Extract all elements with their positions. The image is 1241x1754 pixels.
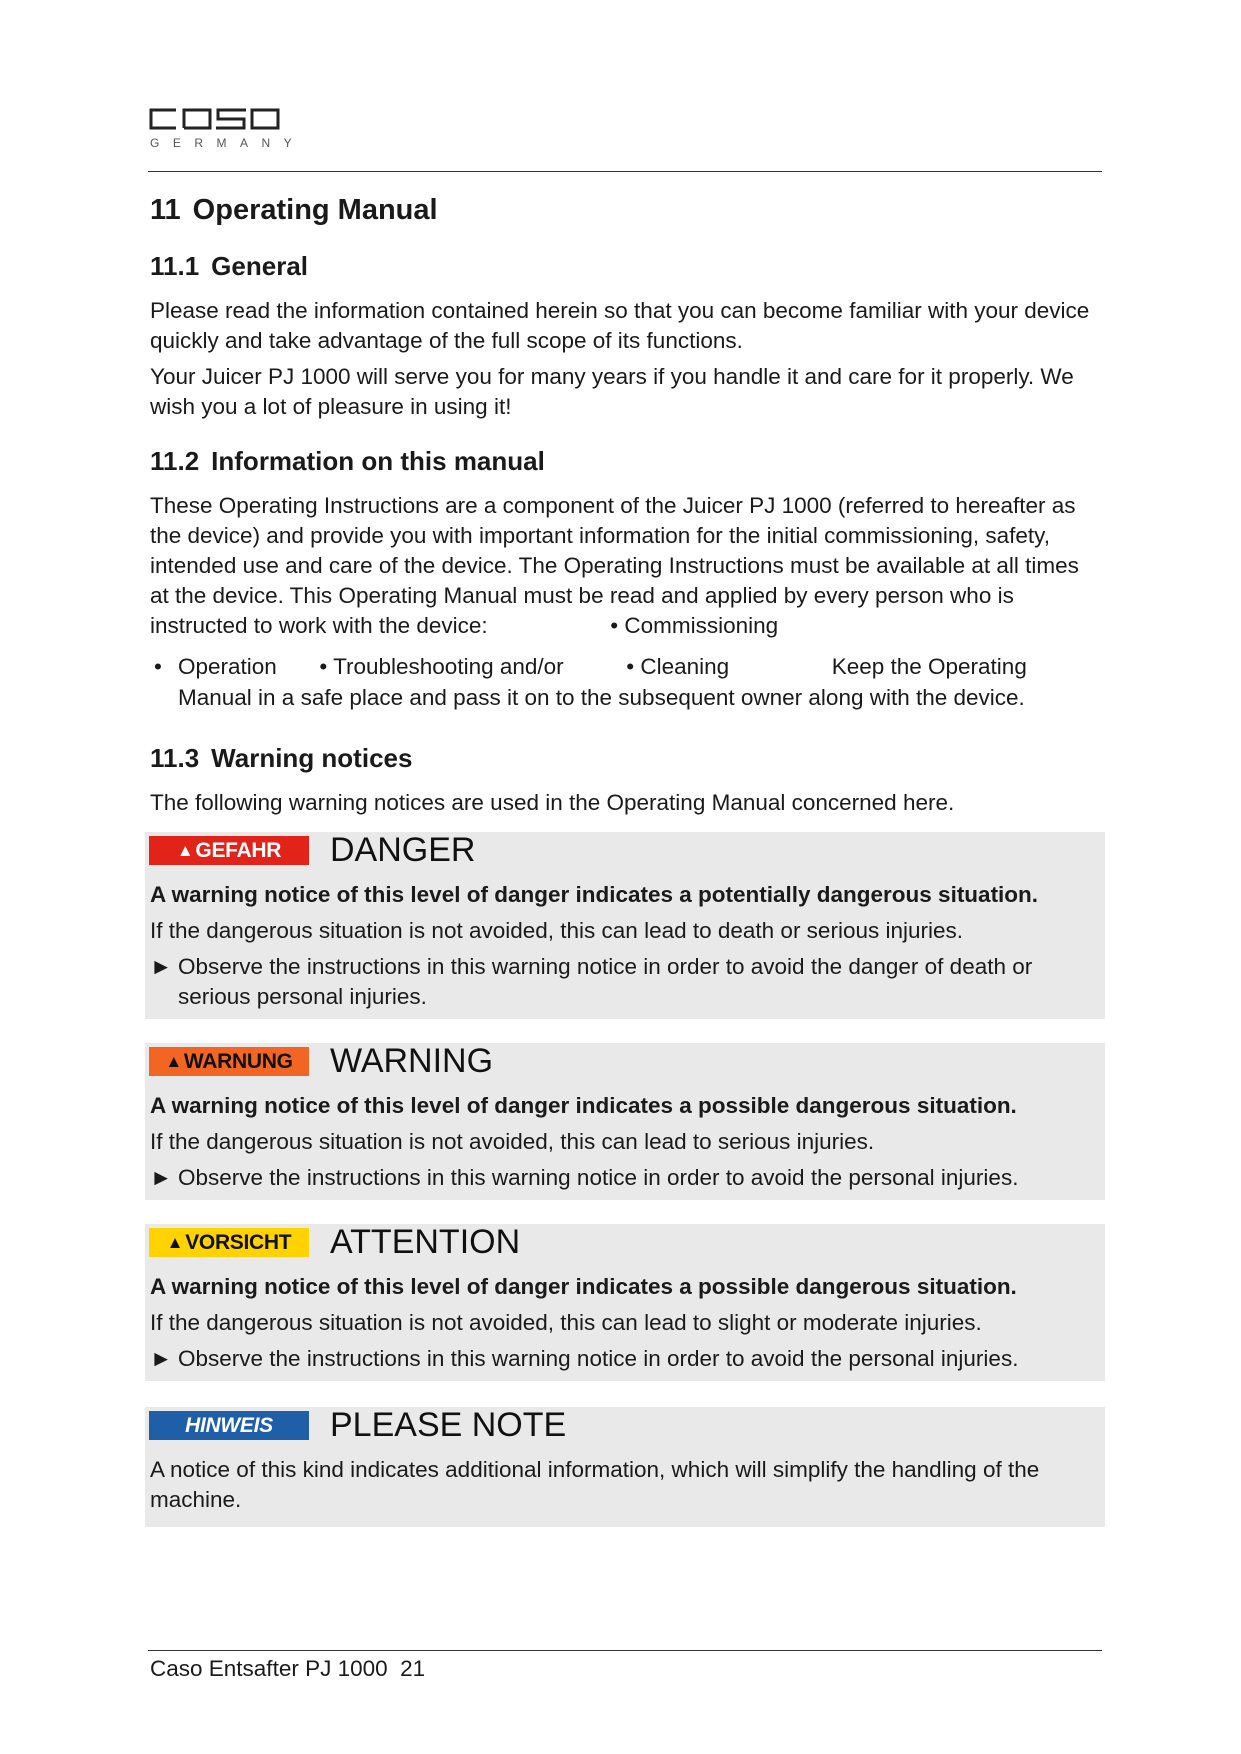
attention-badge: ▲VORSICHT xyxy=(149,1228,309,1257)
info-heading xyxy=(150,446,1100,477)
attention-plain-text: If the dangerous situation is not avoided, this can lead to slight or moderate injuries. xyxy=(150,1310,982,1335)
bullet-list-row xyxy=(150,651,1100,713)
info-section xyxy=(150,446,1100,713)
bullet-troubleshooting: • Troubleshooting and/or xyxy=(319,654,564,679)
warning-bold-text: A warning notice of this level of danger indicates a possible dangerous situation. xyxy=(150,1093,1017,1118)
arrow-right-icon: ► xyxy=(150,954,173,979)
arrow-right-icon: ► xyxy=(150,1165,173,1190)
attention-action: ► Observe the instructions in this warning notice in order to avoid the personal injuries. xyxy=(150,1344,1100,1374)
warnings-number: 11.3 xyxy=(150,743,200,773)
general-number: 11.1 xyxy=(150,251,200,281)
bullet-operation: Operation xyxy=(178,654,277,679)
warning-title: WARNING xyxy=(330,1042,494,1080)
caso-wordmark xyxy=(148,108,280,130)
warning-triangle-icon: ▲ xyxy=(165,1052,182,1071)
page-footer xyxy=(150,1656,425,1682)
danger-plain-text: If the dangerous situation is not avoided, this can lead to death or serious injuries. xyxy=(150,918,963,943)
attention-notice xyxy=(145,1224,1105,1381)
warning-triangle-icon: ▲ xyxy=(176,841,194,860)
info-number: 11.2 xyxy=(150,446,200,476)
warnings-intro: The following warning notices are used in the Operating Manual concerned here. xyxy=(150,790,955,815)
section-heading xyxy=(150,194,1100,227)
warnings-title: Warning notices xyxy=(211,743,413,773)
section-title: Operating Manual xyxy=(192,194,438,226)
note-title: PLEASE NOTE xyxy=(330,1406,567,1444)
bullet-commissioning: • Commissioning xyxy=(610,613,779,638)
general-section xyxy=(150,251,1100,422)
brand-logo xyxy=(148,108,306,150)
note-notice xyxy=(145,1407,1105,1527)
danger-notice xyxy=(145,832,1105,1019)
footer-text: Caso Entsafter PJ 1000 xyxy=(150,1656,388,1681)
footer-divider xyxy=(148,1650,1102,1651)
note-body xyxy=(150,1455,1100,1521)
bullet-dot: • xyxy=(154,654,162,679)
note-badge: HINWEIS xyxy=(149,1411,309,1440)
danger-title: DANGER xyxy=(330,831,476,869)
warning-triangle-icon: ▲ xyxy=(166,1233,184,1252)
info-paragraph xyxy=(150,491,1100,641)
attention-bold-text: A warning notice of this level of danger indicates a possible dangerous situation. xyxy=(150,1274,1017,1299)
page-number: 21 xyxy=(400,1656,426,1681)
warning-action: ► Observe the instructions in this warning notice in order to avoid the personal injuries. xyxy=(150,1163,1100,1193)
general-paragraph-2: Your Juicer PJ 1000 will serve you for many years if you handle it and care for it properly. We wish you a lot of pleasure in using it! xyxy=(150,364,1074,419)
section-number: 11 xyxy=(150,194,181,226)
warnings-section xyxy=(150,743,1100,818)
warning-body xyxy=(150,1091,1100,1193)
warning-notice xyxy=(145,1043,1105,1200)
danger-action: ► Observe the instructions in this warning notice in order to avoid the danger of death or serious personal injuries. xyxy=(150,954,1033,1009)
keep-manual-text-rest: Manual in a safe place and pass it on to the subsequent owner along with the device. xyxy=(178,685,1025,710)
general-heading xyxy=(150,251,1100,282)
danger-bold-text: A warning notice of this level of danger indicates a potentially dangerous situation. xyxy=(150,882,1039,907)
danger-body xyxy=(150,880,1100,1012)
general-title: General xyxy=(211,251,308,281)
warnings-heading xyxy=(150,743,1100,774)
main-content xyxy=(150,194,1100,824)
info-title: Information on this manual xyxy=(211,446,545,476)
note-plain-text: A notice of this kind indicates additional information, which will simplify the handling of the machine. xyxy=(150,1457,1040,1512)
info-paragraph-text: These Operating Instructions are a component of the Juicer PJ 1000 (referred to hereafter as the device) and provide you with important information for the initial commissioning, safety, intended use and care of the device. The Operating Instructions must be available at all times at the device. This Operating Manual must be read and applied by every person who is instructed to work with the device: xyxy=(150,493,1079,638)
warning-plain-text: If the dangerous situation is not avoided, this can lead to serious injuries. xyxy=(150,1129,875,1154)
attention-body xyxy=(150,1272,1100,1374)
header-divider xyxy=(148,171,1102,172)
danger-badge: ▲GEFAHR xyxy=(149,836,309,865)
general-paragraph-1: Please read the information contained herein so that you can become familiar with your device quickly and take advantage of the full scope of its functions. xyxy=(150,298,1090,353)
bullet-cleaning: • Cleaning xyxy=(626,654,730,679)
arrow-right-icon: ► xyxy=(150,1346,173,1371)
warning-badge: ▲WARNUNG xyxy=(149,1047,309,1076)
keep-manual-text-start: Keep the Operating xyxy=(831,654,1027,679)
logo-subtitle: GERMANY xyxy=(150,136,306,150)
attention-title: ATTENTION xyxy=(330,1223,521,1261)
